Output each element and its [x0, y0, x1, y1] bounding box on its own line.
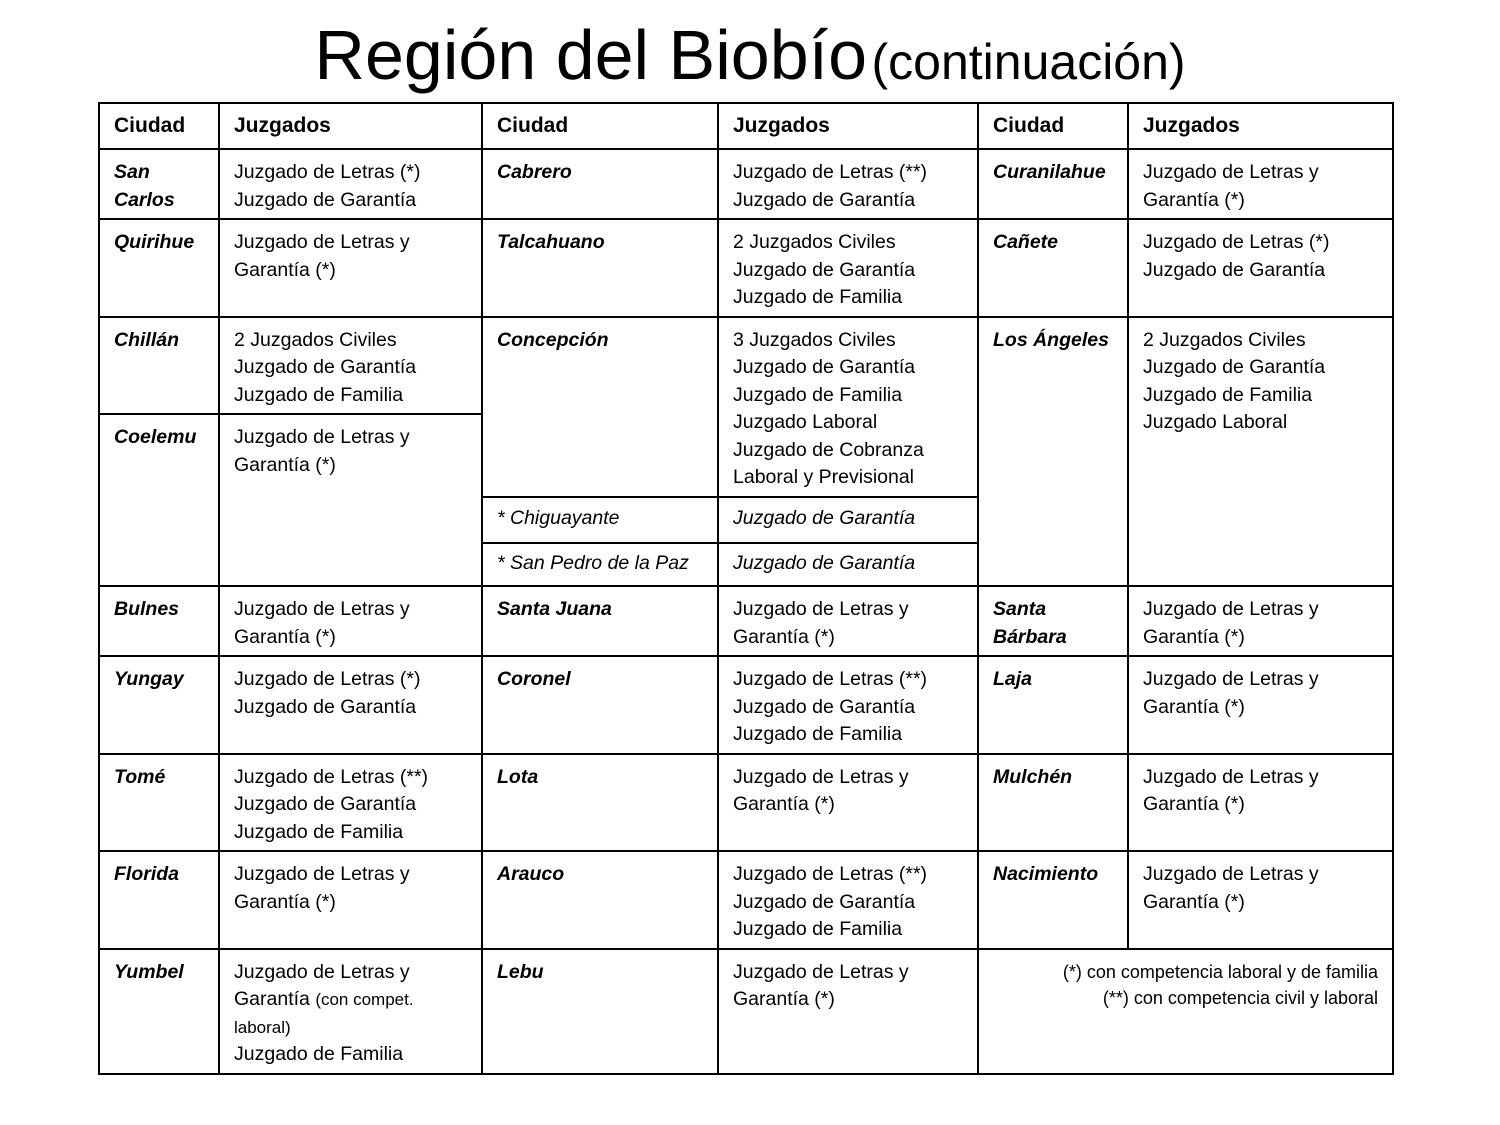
city-mulchen: Mulchén	[978, 754, 1128, 852]
city-curanilahue: Curanilahue	[978, 149, 1128, 219]
courts-canete: Juzgado de Letras (*) Juzgado de Garantía	[1128, 219, 1393, 317]
city-laja: Laja	[978, 656, 1128, 754]
legend-single-asterisk: (*) con competencia laboral y de familia	[1062, 961, 1378, 982]
courts-nacimiento: Juzgado de Letras y Garantía (*)	[1128, 851, 1393, 949]
title-main: Región del Biobío	[314, 16, 868, 94]
header-courts: Juzgados	[1128, 103, 1393, 149]
table-row	[99, 317, 1393, 415]
courts-chillan: 2 Juzgados Civiles Juzgado de Garantía Juzgado de Familia	[219, 317, 482, 415]
header-city: Ciudad	[978, 103, 1128, 149]
courts-yumbel: Juzgado de Letras y Garantía (con compet. laboral) Juzgado de Familia	[219, 949, 482, 1074]
city-tome: Tomé	[99, 754, 219, 852]
table-row	[99, 754, 1393, 852]
courts-curanilahue: Juzgado de Letras y Garantía (*)	[1128, 149, 1393, 219]
header-row	[99, 103, 1393, 149]
city-santa-barbara: Santa Bárbara	[978, 586, 1128, 656]
city-santa-juana: Santa Juana	[482, 586, 718, 656]
table-row	[99, 219, 1393, 317]
courts-florida: Juzgado de Letras y Garantía (*)	[219, 851, 482, 949]
city-chiguayante: * Chiguayante	[482, 497, 718, 543]
city-san-carlos: San Carlos	[99, 149, 219, 219]
city-quirihue: Quirihue	[99, 219, 219, 317]
courts-cabrero: Juzgado de Letras (**) Juzgado de Garantía	[718, 149, 978, 219]
legend-double-asterisk: (**) con competencia civil y laboral	[1102, 987, 1378, 1008]
city-lota: Lota	[482, 754, 718, 852]
city-talcahuano: Talcahuano	[482, 219, 718, 317]
courts-yungay: Juzgado de Letras (*) Juzgado de Garantía	[219, 656, 482, 754]
header-courts: Juzgados	[219, 103, 482, 149]
city-canete: Cañete	[978, 219, 1128, 317]
courts-bulnes: Juzgado de Letras y Garantía (*)	[219, 586, 482, 656]
courts-santa-juana: Juzgado de Letras y Garantía (*)	[718, 586, 978, 656]
courts-san-carlos: Juzgado de Letras (*) Juzgado de Garantía	[219, 149, 482, 219]
courts-table	[98, 102, 1394, 1075]
courts-tome: Juzgado de Letras (**) Juzgado de Garantía Juzgado de Familia	[219, 754, 482, 852]
header-city: Ciudad	[99, 103, 219, 149]
courts-coelemu: Juzgado de Letras y Garantía (*)	[219, 414, 482, 586]
courts-arauco: Juzgado de Letras (**) Juzgado de Garantía Juzgado de Familia	[718, 851, 978, 949]
city-yungay: Yungay	[99, 656, 219, 754]
city-lebu: Lebu	[482, 949, 718, 1074]
city-arauco: Arauco	[482, 851, 718, 949]
courts-quirihue: Juzgado de Letras y Garantía (*)	[219, 219, 482, 317]
courts-san-pedro-de-la-paz: Juzgado de Garantía	[718, 543, 978, 586]
courts-lota: Juzgado de Letras y Garantía (*)	[718, 754, 978, 852]
courts-chiguayante: Juzgado de Garantía	[718, 497, 978, 543]
table-row	[99, 149, 1393, 219]
courts-santa-barbara: Juzgado de Letras y Garantía (*)	[1128, 586, 1393, 656]
city-florida: Florida	[99, 851, 219, 949]
courts-laja: Juzgado de Letras y Garantía (*)	[1128, 656, 1393, 754]
city-nacimiento: Nacimiento	[978, 851, 1128, 949]
table-row	[99, 949, 1393, 1074]
header-city: Ciudad	[482, 103, 718, 149]
courts-talcahuano: 2 Juzgados Civiles Juzgado de Garantía Juzgado de Familia	[718, 219, 978, 317]
city-cabrero: Cabrero	[482, 149, 718, 219]
city-bulnes: Bulnes	[99, 586, 219, 656]
city-concepcion: Concepción	[482, 317, 718, 498]
title-sub: (continuación)	[871, 34, 1186, 90]
courts-concepcion: 3 Juzgados Civiles Juzgado de Garantía Juzgado de Familia Juzgado Laboral Juzgado de Cobranza Laboral y Previsional	[718, 317, 978, 498]
legend	[978, 949, 1393, 1074]
city-san-pedro-de-la-paz: * San Pedro de la Paz	[482, 543, 718, 586]
courts-mulchen: Juzgado de Letras y Garantía (*)	[1128, 754, 1393, 852]
courts-coronel: Juzgado de Letras (**) Juzgado de Garantía Juzgado de Familia	[718, 656, 978, 754]
courts-los-angeles: 2 Juzgados Civiles Juzgado de Garantía Juzgado de Familia Juzgado Laboral	[1128, 317, 1393, 587]
courts-lebu: Juzgado de Letras y Garantía (*)	[718, 949, 978, 1074]
city-coronel: Coronel	[482, 656, 718, 754]
city-los-angeles: Los Ángeles	[978, 317, 1128, 587]
city-coelemu: Coelemu	[99, 414, 219, 586]
city-yumbel: Yumbel	[99, 949, 219, 1074]
table-row	[99, 586, 1393, 656]
city-chillan: Chillán	[99, 317, 219, 415]
table-row	[99, 851, 1393, 949]
header-courts: Juzgados	[718, 103, 978, 149]
table-row	[99, 656, 1393, 754]
